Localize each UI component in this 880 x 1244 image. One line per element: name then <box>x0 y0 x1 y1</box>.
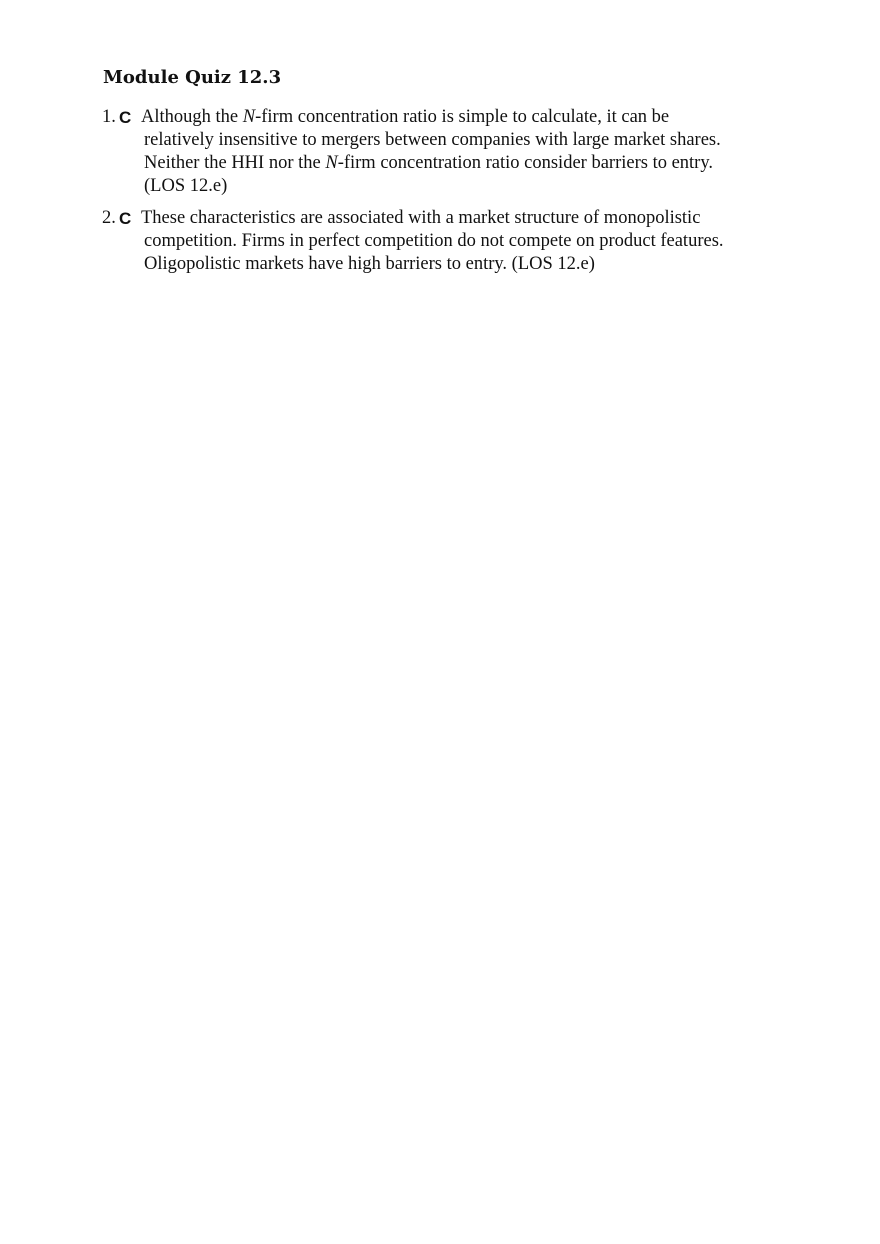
answer-text: Neither the HHI nor the <box>144 153 326 173</box>
answer-text: -firm concentration ratio consider barriers to entry. <box>337 153 714 173</box>
answer-letter: C <box>119 209 132 228</box>
page-title: Module Quiz 12.3 <box>103 67 282 88</box>
italic-variable: N <box>242 107 256 127</box>
answer-line: (LOS 12.e) <box>144 176 228 196</box>
answer-line <box>144 152 782 175</box>
answer-item-2 <box>102 207 782 276</box>
answer-line: Oligopolistic markets have high barriers to entry. (LOS 12.e) <box>144 254 595 274</box>
answer-number: 1. <box>102 107 116 127</box>
answer-line: These characteristics are associated with a market structure of monopolistic <box>141 208 701 228</box>
italic-variable: N <box>325 153 338 173</box>
answer-item-1 <box>102 106 782 198</box>
answer-line: relatively insensitive to mergers between companies with large market shares. <box>144 130 721 150</box>
answer-number: 2. <box>102 208 116 228</box>
answer-line: competition. Firms in perfect competition do not compete on product features. <box>144 231 724 251</box>
answer-text: Although the <box>141 107 243 127</box>
answer-text: -firm concentration ratio is simple to calculate, it can be <box>255 107 670 127</box>
answer-list <box>102 106 782 285</box>
answer-line <box>141 106 782 129</box>
answer-letter: C <box>119 108 132 127</box>
